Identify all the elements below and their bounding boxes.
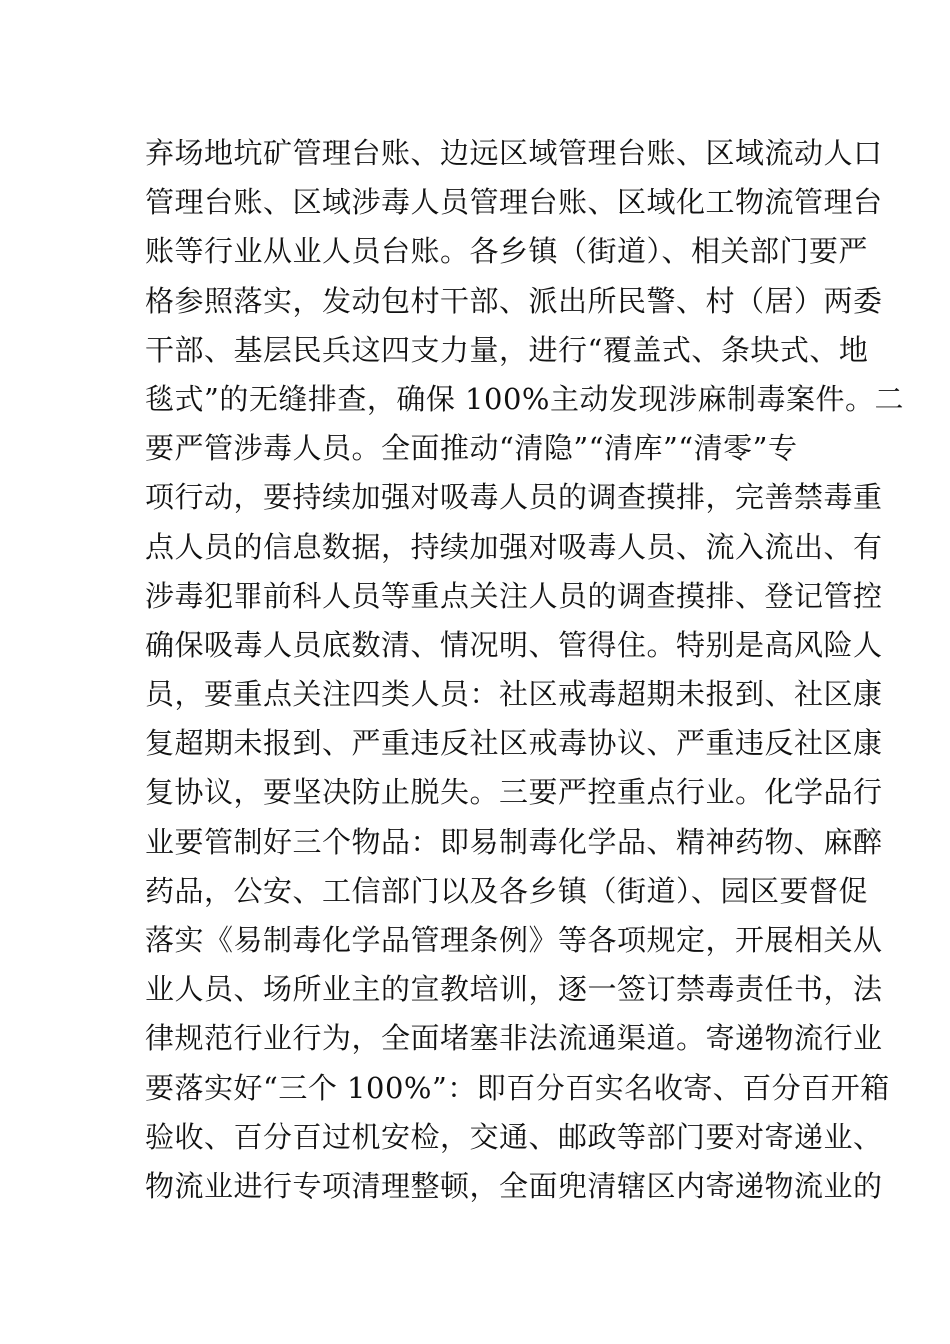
text-line: 验收、百分百过机安检，交通、邮政等部门要对寄递业、 [145, 1119, 883, 1154]
text-line: 毯式”的无缝排查，确保 100%主动发现涉麻制毒案件。二 [145, 381, 904, 416]
text-line: 管理台账、区域涉毒人员管理台账、区域化工物流管理台 [145, 185, 883, 220]
text-line: 复超期未报到、严重违反社区戒毒协议、严重违反社区康 [145, 726, 883, 761]
text-line: 业要管制好三个物品：即易制毒化学品、精神药物、麻醉 [145, 824, 883, 859]
text-line: 点人员的信息数据，持续加强对吸毒人员、流入流出、有 [145, 529, 883, 564]
text-line: 要落实好“三个 100%”：即百分百实名收寄、百分百开箱 [145, 1070, 890, 1105]
text-line: 弃场地坑矿管理台账、边远区域管理台账、区域流动人口 [145, 136, 883, 170]
text-line: 确保吸毒人员底数清、情况明、管得住。特别是高风险人 [145, 627, 883, 662]
text-line: 律规范行业行为，全面堵塞非法流通渠道。寄递物流行业 [145, 1021, 883, 1056]
text-line: 项行动，要持续加强对吸毒人员的调查摸排，完善禁毒重 [145, 480, 883, 515]
text-line: 干部、基层民兵这四支力量，进行“覆盖式、条块式、地 [145, 332, 869, 367]
body-paragraph [145, 129, 904, 1211]
text-line: 物流业进行专项清理整顿，全面兜清辖区内寄递物流业的 [145, 1168, 883, 1203]
text-line: 格参照落实，发动包村干部、派出所民警、村（居）两委 [145, 283, 883, 318]
text-line: 涉毒犯罪前科人员等重点关注人员的调查摸排、登记管控 [145, 578, 883, 613]
text-line: 员，要重点关注四类人员：社区戒毒超期未报到、社区康 [145, 677, 883, 712]
text-line: 业人员、场所业主的宣教培训，逐一签订禁毒责任书，法 [145, 972, 883, 1007]
text-line: 账等行业从业人员台账。各乡镇（街道）、相关部门要严 [145, 234, 869, 269]
text-line: 药品，公安、工信部门以及各乡镇（街道）、园区要督促 [145, 873, 869, 908]
text-line: 复协议，要坚决防止脱失。三要严控重点行业。化学品行 [145, 775, 883, 810]
text-line: 要严管涉毒人员。全面推动“清隐”“清库”“清零”专 [145, 431, 798, 466]
text-line: 落实《易制毒化学品管理条例》等各项规定，开展相关从 [145, 923, 883, 957]
